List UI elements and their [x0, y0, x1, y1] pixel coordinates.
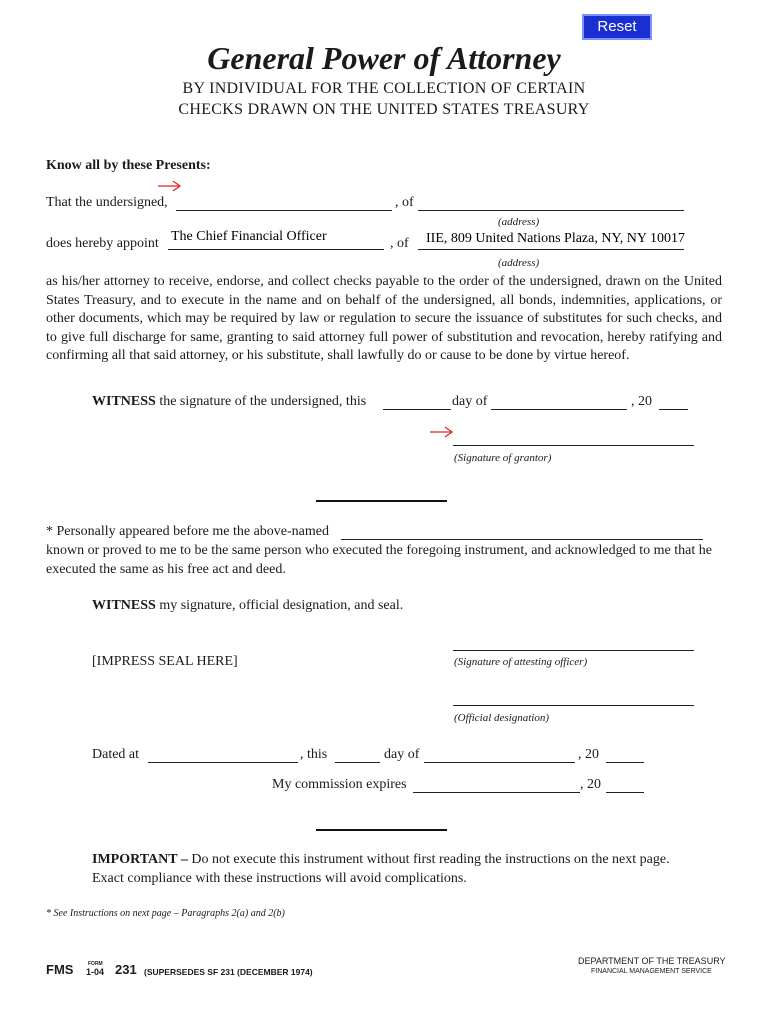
personally-appeared-label: * Personally appeared before me the above-named	[46, 524, 329, 539]
footer-service: FINANCIAL MANAGEMENT SERVICE	[591, 968, 712, 975]
commission-expires-label: My commission expires	[272, 777, 407, 792]
footer-department: DEPARTMENT OF THE TREASURY	[578, 956, 726, 966]
witness-line	[92, 394, 366, 410]
commission-expires-field[interactable]	[413, 774, 580, 793]
attesting-caption: (Signature of attesting officer)	[454, 656, 588, 668]
comma-20-label-2: , 20	[578, 747, 599, 762]
of-label-2: , of	[390, 236, 409, 251]
witness-bold: WITNESS	[92, 394, 156, 409]
dated-at-label: Dated at	[92, 747, 140, 762]
dated-day-field[interactable]	[335, 744, 380, 763]
official-designation-caption: (Official designation)	[454, 712, 550, 724]
know-all-heading: Know all by these Presents:	[46, 158, 211, 173]
grantor-signature-field[interactable]	[453, 427, 694, 446]
witness-line-2	[92, 598, 403, 614]
reset-button[interactable]: Reset	[582, 14, 652, 40]
section-divider-1	[316, 500, 447, 502]
attorney-address-value: IIE, 809 United Nations Plaza, NY, NY 10017	[426, 231, 685, 246]
dated-month-field[interactable]	[424, 744, 575, 763]
witness-month-field[interactable]	[491, 391, 627, 410]
attorney-name-value: The Chief Financial Officer	[171, 229, 327, 244]
witness-year-field[interactable]	[659, 391, 688, 410]
footer-form-date: 1-04	[86, 967, 105, 977]
footer-form-number: 231	[115, 962, 137, 977]
footer-supersedes: (SUPERSEDES SF 231 (DECEMBER 1974)	[144, 967, 313, 977]
comma-20-label: , 20	[631, 394, 652, 409]
known-paragraph: known or proved to me to be the same person who executed the foregoing instrument, and acknowledged to me that he executed the same as his free act and deed.	[46, 543, 712, 577]
undersigned-address-field[interactable]	[418, 192, 684, 211]
footer-form-label: FORM	[88, 961, 103, 967]
witness-bold-2: WITNESS	[92, 598, 156, 613]
appoint-label: does hereby appoint	[46, 236, 159, 251]
impress-seal-label: [IMPRESS SEAL HERE]	[92, 654, 238, 669]
grantor-caption: (Signature of grantor)	[454, 452, 552, 464]
dated-year-field[interactable]	[606, 744, 644, 763]
address-caption-2: (address)	[498, 257, 540, 269]
appeared-name-field[interactable]	[341, 521, 703, 540]
important-bold: IMPORTANT –	[92, 852, 188, 867]
important-text: Do not execute this instrument without first reading the instructions on the next page. Exact compliance with these instructions will avoid complications.	[92, 852, 670, 886]
day-of-label: day of	[452, 394, 488, 409]
undersigned-name-field[interactable]	[176, 192, 392, 211]
witness2-text: my signature, official designation, and seal.	[159, 598, 404, 613]
attesting-officer-signature-field[interactable]	[453, 632, 694, 651]
subtitle-line-2: CHECKS DRAWN ON THE UNITED STATES TREASURY	[178, 101, 590, 118]
official-designation-field[interactable]	[453, 687, 694, 706]
authority-paragraph: as his/her attorney to receive, endorse, and collect checks payable to the order of the undersigned, drawn on the United States Treasury, and to execute in the name and on behalf of the undersigned, all bonds, indemnities, applications, or other documents, which may be required by law or regulation to secure the issuance of substitutes for such checks, and to give full discharge for same, granting to said attorney full power of substitution and revocation, hereby ratifying and confirming all that said attorney, or his substitute, shall lawfully do or cause to be done by virtue hereof.	[46, 274, 722, 363]
witness-text: the signature of the undersigned, this	[159, 394, 367, 409]
arrow-pointer-icon	[156, 179, 184, 193]
section-divider-2	[316, 829, 447, 831]
form-title: General Power of Attorney	[207, 40, 561, 76]
undersigned-label: That the undersigned,	[46, 195, 168, 210]
instructions-note: * See Instructions on next page – Paragraphs 2(a) and 2(b)	[46, 908, 285, 919]
subtitle-line-1: BY INDIVIDUAL FOR THE COLLECTION OF CERTAIN	[182, 80, 586, 97]
footer-fms: FMS	[46, 962, 74, 977]
important-notice	[92, 851, 682, 888]
commission-year-field[interactable]	[606, 774, 644, 793]
arrow-pointer-icon-2	[428, 425, 456, 439]
comma-20-label-3: , 20	[580, 777, 601, 792]
address-caption: (address)	[498, 216, 540, 228]
witness-day-field[interactable]	[383, 391, 451, 410]
dated-at-place-field[interactable]	[148, 744, 298, 763]
of-label: , of	[395, 195, 414, 210]
day-of-label-2: day of	[384, 747, 420, 762]
this-label: , this	[300, 747, 328, 762]
